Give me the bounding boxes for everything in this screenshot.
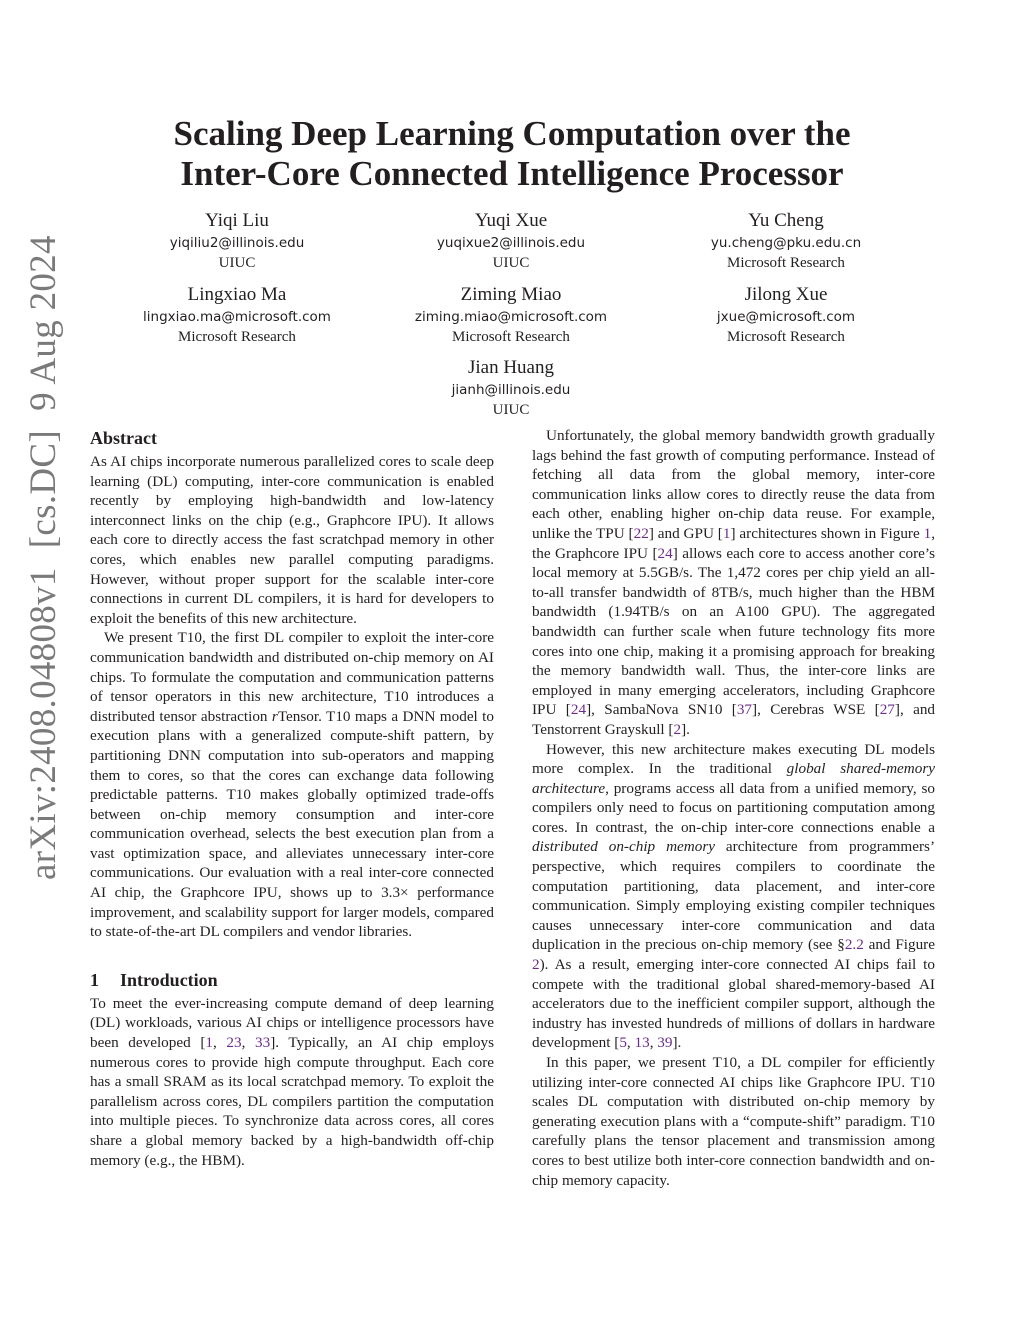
author-block xyxy=(366,283,656,347)
section-title: Introduction xyxy=(120,969,218,990)
title-line-1: Scaling Deep Learning Computation over the xyxy=(173,114,851,153)
introduction-heading xyxy=(90,968,494,992)
citation-link[interactable]: 1 xyxy=(722,524,731,542)
author-block xyxy=(92,283,382,347)
author-name: Yiqi Liu xyxy=(205,210,269,231)
author-affiliation: Microsoft Research xyxy=(178,329,296,345)
author-name: Ziming Miao xyxy=(460,284,562,305)
author-block xyxy=(366,356,656,420)
body-paragraph: In this paper, we present T10, a DL compiler for efficiently utilizing inter-core connected AI chips like Graphcore IPU. T10 scales DL computation with distributed on-chip memory by generating execution plans with a “compute-shift” paradigm. T10 carefully plans the tensor placement and transmission among cores to best utilize both inter-core connection bandwidth and on-chip memory capacity. xyxy=(532,1054,935,1189)
left-column xyxy=(90,426,494,1170)
citation-link[interactable]: 24 xyxy=(657,544,673,562)
intro-paragraph: To meet the ever-increasing compute demand of deep learning (DL) workloads, various AI chips or intelligence processors have been developed [1, 23, 33]. Typically, an AI chip employs numerous cores to provide high compute throughput. Each core has a small SRAM as its local scratchpad memory. To exploit the parallelism across cores, DL compilers partition the computation into multiple pieces. To synchronize data across cores, all cores share a global memory backed by a high-bandwidth off-chip memory (e.g., the HBM). xyxy=(90,994,494,1169)
author-block xyxy=(366,209,656,273)
author-affiliation: Microsoft Research xyxy=(452,329,570,345)
author-affiliation: UIUC xyxy=(492,255,530,271)
author-block xyxy=(92,209,382,273)
abstract-heading: Abstract xyxy=(90,428,157,448)
citation-link[interactable]: 2 xyxy=(673,720,682,738)
citation-link[interactable]: 39 xyxy=(657,1034,673,1052)
author-email: yiqiliu2@illinois.edu xyxy=(169,235,305,251)
abstract-paragraph: We present T10, the first DL compiler to exploit the inter-core communication bandwidth and distributed on-chip memory on AI chips. To formulate the computation and communication patterns of tensor operators in this new architecture, T10 introduces a distributed tensor abstraction rTensor. T10 maps a DNN model to execution plans with a generalized compute-shift pattern, by partitioning DNN computation into sub-operators and mapping them to cores, so that the cores can exchange data following predictable patterns. T10 makes globally optimized trade-offs between on-chip memory consumption and inter-core communication overhead, selects the best execution plan from a vast optimization space, and alleviates unnecessary inter-core communications. Our evaluation with a real inter-core connected AI chip, the Graphcore IPU, shows up to 3.3× performance improvement, and scalability support for larger models, compared to state-of-the-art DL compilers and vendor libraries. xyxy=(90,629,494,941)
author-affiliation: UIUC xyxy=(492,402,530,418)
author-affiliation: Microsoft Research xyxy=(727,329,845,345)
author-name: Lingxiao Ma xyxy=(187,284,287,305)
citation-link[interactable]: 27 xyxy=(879,701,895,719)
author-email: lingxiao.ma@microsoft.com xyxy=(143,309,331,325)
body-paragraph: However, this new architecture makes executing DL models more complex. In the traditional global shared-memory architecture, programs access all data from a unified memory, so compilers only need to focus on partitioning computation among cores. In contrast, the on-chip inter-core connections enable a distributed on-chip memory architecture from programmers’ perspective, which requires compilers to coordinate the computation partitioning, data placement, and inter-core communication. Simply employing existing compiler techniques causes unnecessary inter-core communication and data duplication in the precious on-chip memory (see §2.2 and Figure 2). As a result, emerging inter-core connected AI chips fail to compete with the traditional global shared-memory-based AI accelerators due to the inefficient compiler support, although the industry has invested hundreds of millions of dollars in hardware development [5, 13, 39]. xyxy=(532,740,936,1052)
citation-link[interactable]: 1 xyxy=(205,1034,213,1052)
citation-link[interactable]: 24 xyxy=(570,701,587,719)
citation-link[interactable]: 13 xyxy=(634,1034,650,1052)
citation-link[interactable]: 23 xyxy=(226,1034,242,1052)
citation-link[interactable]: 33 xyxy=(255,1034,271,1052)
author-email: jxue@microsoft.com xyxy=(716,309,856,325)
author-affiliation: Microsoft Research xyxy=(727,255,845,271)
author-email: yu.cheng@pku.edu.cn xyxy=(710,235,862,251)
author-block xyxy=(641,209,931,273)
author-email: yuqixue2@illinois.edu xyxy=(436,235,586,251)
author-name: Jilong Xue xyxy=(744,284,828,305)
section-number: 1 xyxy=(90,969,99,990)
body-paragraph: Unfortunately, the global memory bandwidth growth gradually lags behind the fast growth of computing performance. Instead of fetching all data from the global memory, inter-core communication links allow cores to directly reuse the data from each other, enabling higher on-chip data reuse. For example, unlike the TPU [22] and GPU [1] architectures shown in Figure 1, the Graphcore IPU [24] allows each core to access another core’s local memory at 5.5GB/s. The 1,472 cores per chip yield an all-to-all transfer bandwidth of 8TB/s, much higher than the HBM bandwidth (1.94TB/s on an A100 GPU). The aggregated bandwidth can further scale when future technology fits more cores into one chip, making it a promising approach for breaking the memory bandwidth wall. Thus, the inter-core links are employed in many emerging accelerators, including Graphcore IPU [24], SambaNova SN10 [37], Cerebras WSE [27], and Tenstorrent Grayskull [2]. xyxy=(532,427,936,738)
figure-link[interactable]: 1 xyxy=(923,524,932,542)
author-email: jianh@illinois.edu xyxy=(451,382,571,398)
paper-title xyxy=(100,114,924,194)
title-line-2: Inter-Core Connected Intelligence Processor xyxy=(180,154,844,193)
right-column xyxy=(532,426,935,1190)
author-name: Yu Cheng xyxy=(748,210,824,231)
author-name: Jian Huang xyxy=(467,357,554,378)
arxiv-identifier: arXiv:2408.04808v1 [cs.DC] 9 Aug 2024 xyxy=(23,235,64,880)
citation-link[interactable]: 37 xyxy=(736,701,753,719)
author-name: Yuqi Xue xyxy=(474,210,548,231)
author-affiliation: UIUC xyxy=(218,255,256,271)
abstract-paragraph: As AI chips incorporate numerous parallelized cores to scale deep learning (DL) computing, inter-core communication is enabled recently by employing high-bandwidth and low-latency interconnect links on the chip (e.g., Graphcore IPU). It allows each core to directly access the fast scratchpad memory in other cores, which enables new parallel computing paradigms. However, without proper support for the scalable inter-core connections in current DL compilers, it is hard for developers to exploit the benefits of this new architecture. xyxy=(90,453,494,627)
section-link[interactable]: 2.2 xyxy=(844,936,864,954)
author-email: ziming.miao@microsoft.com xyxy=(414,309,608,325)
citation-link[interactable]: 22 xyxy=(633,524,649,542)
figure-link[interactable]: 2 xyxy=(532,956,540,974)
citation-link[interactable]: 5 xyxy=(619,1034,627,1052)
author-block xyxy=(641,283,931,347)
